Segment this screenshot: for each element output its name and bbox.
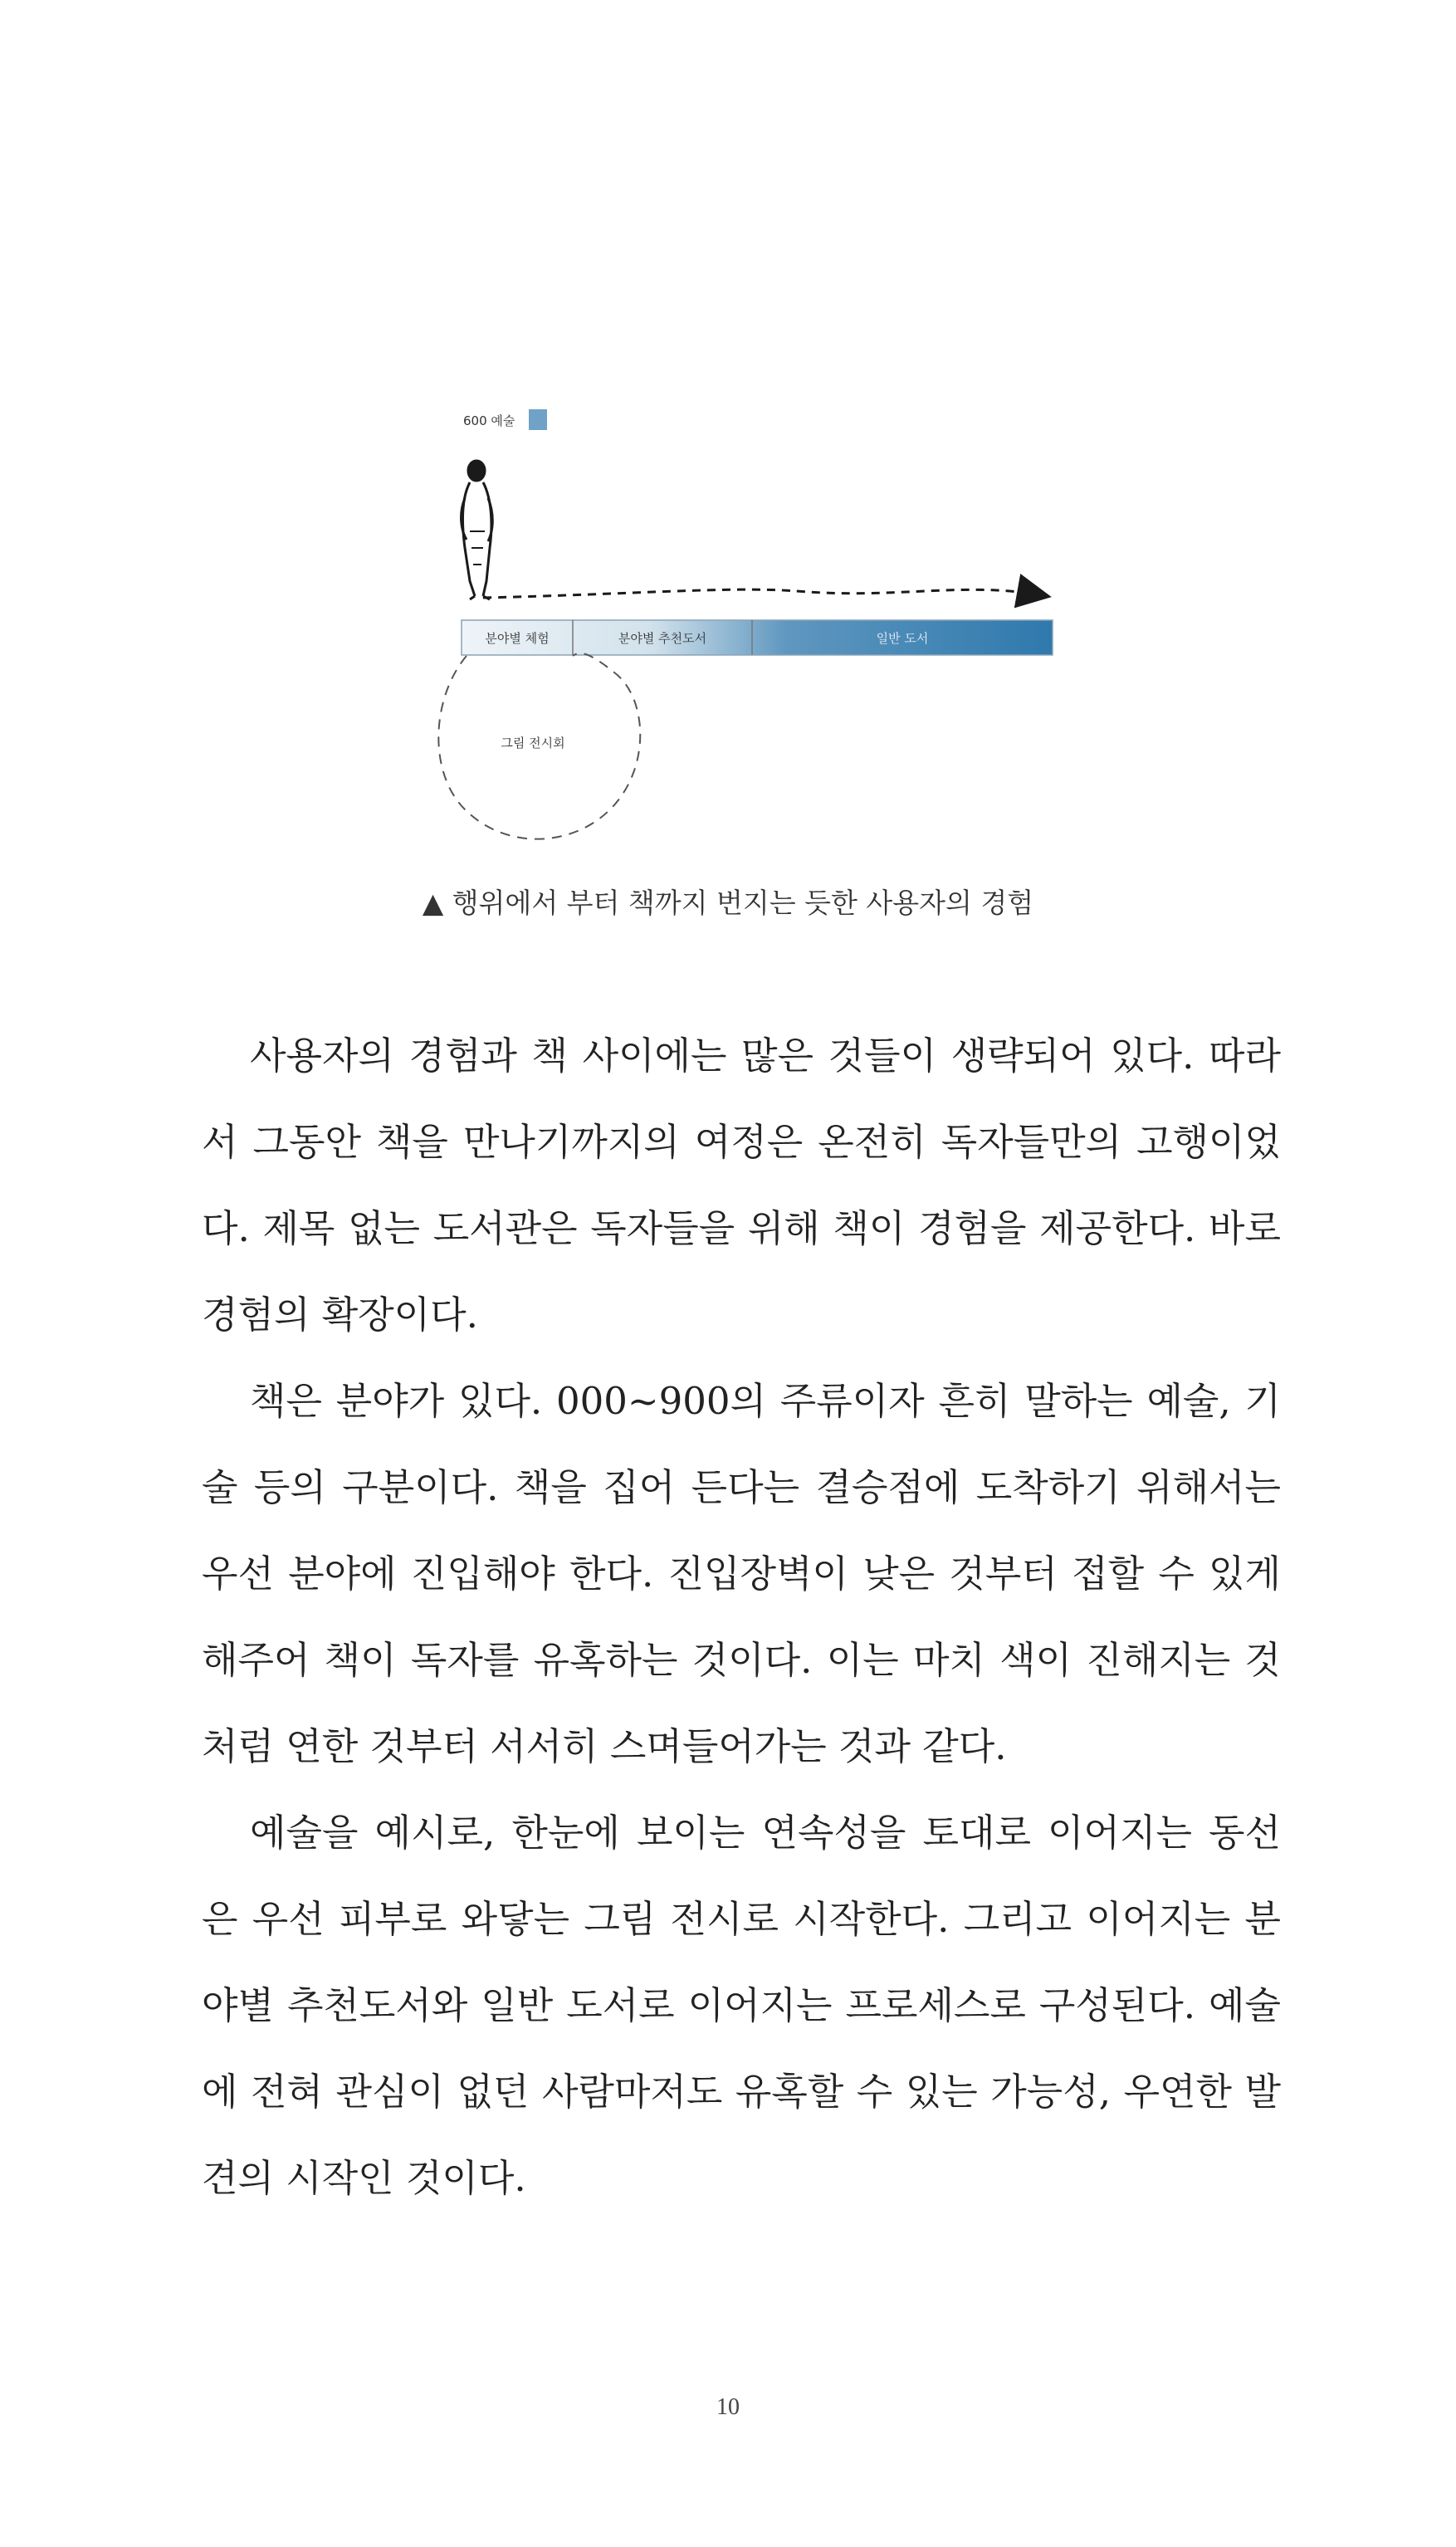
paragraph: 책은 분야가 있다. 000~900의 주류이자 흔히 말하는 예술, 기술 등의 구분이다. 책을 집어 든다는 결승점에 도착하기 위해서는 우선 분야에 진입해야 한다. 진입장벽이 낮은 것부터 접할 수 있게 해주어 책이 독자를 유혹하는 것이다. 이는 마치 색이 진해지는 것처럼 연한 것부터 서서히 스며들어가는 것과 같다. xyxy=(202,1379,1281,1768)
genre-label: 600 예술 xyxy=(463,413,515,428)
paragraph: 사용자의 경험과 책 사이에는 많은 것들이 생략되어 있다. 따라서 그동안 책을 만나기까지의 여정은 온전히 독자들만의 고행이었다. 제목 없는 도서관은 독자들을 위해 책이 경험을 제공한다. 바로 경험의 확장이다. xyxy=(202,1034,1281,1337)
paragraph: 예술을 예시로, 한눈에 보이는 연속성을 토대로 이어지는 동선은 우선 피부로 와닿는 그림 전시로 시작한다. 그리고 이어지는 분야별 추천도서와 일반 도서로 이어지는 프로세스로 구성된다. 예술에 전혀 관심이 없던 사람마저도 유혹할 수 있는 가능성, 우연한 발견의 시작인 것이다. xyxy=(202,1811,1281,2200)
genre-color-swatch xyxy=(529,409,547,430)
page-number: 10 xyxy=(716,2394,740,2420)
segment-label-general: 일반 도서 xyxy=(876,631,929,646)
segment-label-experience: 분야별 체험 xyxy=(485,631,550,646)
segment-label-recommended: 분야별 추천도서 xyxy=(618,631,707,646)
bubble-label: 그림 전시회 xyxy=(501,736,565,750)
figure-caption: ▲ 행위에서 부터 책까지 번지는 듯한 사용자의 경험 xyxy=(422,887,1034,919)
journey-arrow xyxy=(483,589,1042,598)
person-icon xyxy=(462,461,493,599)
experience-diagram xyxy=(0,0,1456,880)
body-text xyxy=(202,1013,1281,2222)
experience-band xyxy=(462,620,1053,655)
